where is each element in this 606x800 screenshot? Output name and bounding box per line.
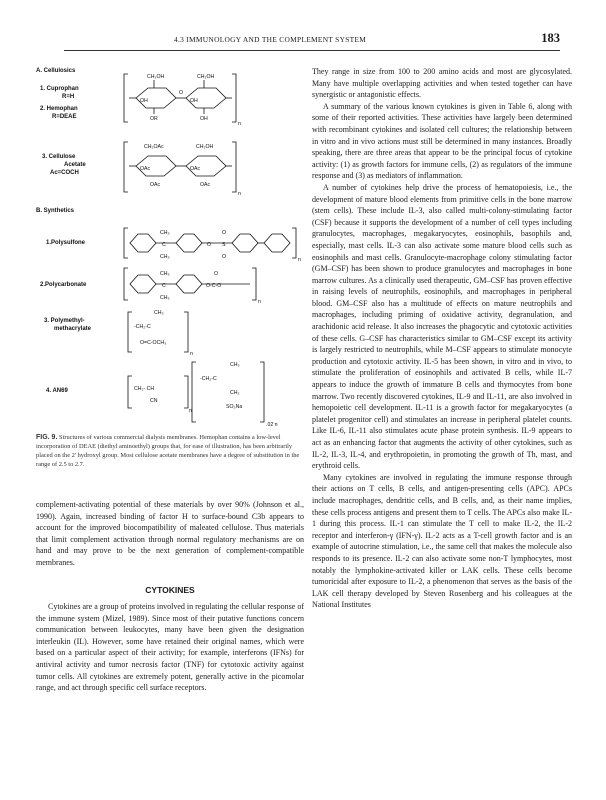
cuprophan-label: 1. Cuprophan (40, 86, 79, 92)
svg-text:CH₃: CH₃ (160, 254, 170, 260)
svg-text:C: C (162, 242, 166, 248)
polycarbonate-label: 2.Polycarbonate (40, 282, 87, 288)
section-title: CYTOKINES (145, 585, 195, 595)
svg-text:OH: OH (140, 98, 148, 104)
left-column-body (36, 499, 304, 569)
right-paragraph-2: A summary of the various known cytokines is given in Table 6, along with some of their reported activities. These activities have largely been determined with recombinant cytokines and isolated cell cultures; the relationship between in vitro and in vivo actions must still be determined in many instances. Broadly speaking, there are three areas that appear to be the principal focus of cytokine activity: (1) as growth factors for immune cells, (2) as regulators of the immune response and (3) as mediators of inflammation. (312, 101, 572, 181)
svg-text:SO₃Na: SO₃Na (226, 404, 243, 410)
svg-text:n: n (258, 299, 261, 305)
svg-text:CH₂- CH: CH₂- CH (134, 386, 155, 392)
svg-text:CH₃: CH₃ (154, 310, 164, 316)
svg-text:CH₃: CH₃ (160, 230, 170, 236)
polysulfone-label: 1.Polysulfone (46, 240, 86, 246)
svg-text:O: O (222, 230, 227, 236)
left-paragraph-1: complement-activating potential of these materials by over 90% (Johnson et al., 1990). Again, increased binding of factor H to surface-bound C3b appears to account for the improved biocompatibility of maleated cellulose. Thus materials that limit complement activation through normal regulatory mechanisms are on hand and may prove to be the next generation of complement-compatible membranes. (36, 500, 304, 567)
svg-text:CH₂OH: CH₂OH (196, 144, 214, 150)
svg-text:n: n (298, 257, 301, 263)
svg-text:n: n (190, 351, 193, 357)
svg-text:CH₂: CH₂ (230, 390, 240, 396)
right-paragraph-3: A number of cytokines help drive the process of hematopoiesis, i.e., the development of mature blood elements from primitive cells in the bone marrow (stem cells). These include IL-3, also called multi-colony-stimulating factor (CSF) because it supports the development of a number of cell types including granulocytes, macrophages, megakaryocytes, eosinophils, basophils and, especially, mast cells. IL-3 can also activate some mature blood cells such as eosinophils and mast cells. Granulocyte-macrophage colony stimulating factor (GM–CSF) has been shown to produce granulocytes and macrophages in bone marrow cultures. As a clinically used therapeutic, GM–CSF has proven effective in raising levels of neutrophils, eosinophils, and macrophages in peripheral blood. GM–CSF also has a multitude of effects on mature neutrophils and macrophages, including priming of oxidative activity, degranulation, and arachidonic acid release. It also increases the phagocytic and cytotoxic activities of these cells. G–CSF has characteristics similar to GM–CSF except its activity is largely restricted to neutrophils, while M–CSF appears to stimulate monocyte production and cytotoxic activity. IL-5 has been shown, in vitro and in vivo, to stimulate the proliferation of eosinophils and activated B cells, while IL-7 appears to induce the growth of immature B cells and thymocytes from bone marrow. Two recently discovered cytokines, IL-9 and IL-11, are also involved in hemopoietic cell development. IL-11 is a growth factor for megakaryocytes (a platelet progenitor cell) and stimulates an increase in peripheral platelet counts. Like IL-6, IL-11 also stimulates acute phase protein synthesis. IL-9 appears to act as an enhancing factor that augments the activity of other cytokines, such as IL-2, IL-3, IL-4, and erythropoietin, in promoting the growth of Th, mast, and erythroid cells. (312, 182, 572, 471)
figure-caption (36, 434, 304, 470)
svg-text:CH₃: CH₃ (160, 271, 170, 277)
svg-text:n: n (238, 121, 241, 127)
right-paragraph-4: Many cytokines are involved in regulating the immune response through their actions on T cells, B cells, and antigen-presenting cells (APC). APCs include macrophages, dendritic cells, and B cells, and, as their name implies, these cells process antigens and present them to T cells. The APCs also make IL-1 during this process. IL-1 can stimulate the T cell to make IL-2, the IL-2 receptor and interferon-γ (IFN-γ). IL-2 acts as a T-cell growth factor and is an example of autocrine stimulation, i.e., the same cell that makes the molecule also responds to its presence. IL-2 can also activate some non-T lymphocytes, most notably the lymphokine-activated killer or LAK cells. These cells become tumoricidal after exposure to IL-2, a phenomenon that serves as the basis of the LAK cell therapy developed by Steven Rosenberg and his colleagues at the National Institutes (312, 472, 572, 610)
svg-text:CH₂OH: CH₂OH (147, 74, 165, 80)
page-number: 183 (541, 31, 560, 45)
svg-text:CH₂OAc: CH₂OAc (144, 144, 164, 150)
polycarbonate-structure (124, 268, 256, 300)
svg-text:O: O (222, 254, 227, 260)
pmma-atom-labels (134, 310, 193, 357)
hemophan-label: 2. Hemophan (40, 106, 78, 112)
svg-text:O-C-O: O-C-O (206, 283, 222, 289)
an69-structure (128, 362, 264, 422)
polycarbonate-atom-labels (160, 271, 261, 305)
pmma-label-2: methacrylate (54, 326, 92, 332)
svg-text:S: S (222, 242, 226, 248)
svg-text:n: n (189, 408, 192, 414)
svg-text:-CH₂-C: -CH₂-C (134, 324, 151, 330)
pmma-label: 3. Polymethyl- (44, 318, 85, 324)
svg-text:OR: OR (150, 116, 158, 122)
svg-text:OH: OH (190, 98, 198, 104)
svg-text:O: O (207, 242, 212, 248)
svg-text:CH₃: CH₃ (160, 295, 170, 301)
acetate-atom-labels (140, 144, 241, 197)
figure-caption-text: Structures of various commercial dialysis membranes. Hemophan contains a low-level incorporation of DEAE (diethyl aminoethyl) groups that, for ease of illustration, has been arbitrarily placed on the 2' hydroxyl group. Most cellulose acetate membranes have a degree of substitution in the range of 2.5 to 2.7. (36, 434, 300, 468)
svg-text:OH: OH (200, 116, 208, 122)
hemophan-r-label: R=DEAE (52, 114, 77, 120)
left-paragraph-2: Cytokines are a group of proteins involved in regulating the cellular response of the immune system (Mizel, 1989). Since most of their putative functions concern communication between leukocytes, many have been given the designation interleukin (IL). However, some have retained their original names, which were based on a particular aspect of their activity; for example, interferons (IFNs) for antiviral activity and tumor necrosis factor (TNF) for cytotoxic activity against tumor cells. All cytokines are extremely potent, generally active in the picomolar range, and act through specific cell surface receptors. (36, 602, 304, 693)
running-title: 4.3 IMMUNOLOGY AND THE COMPLEMENT SYSTEM (174, 35, 367, 44)
svg-text:n: n (238, 191, 241, 197)
svg-text:.02 n: .02 n (266, 422, 278, 428)
svg-text:O: O (214, 271, 219, 277)
svg-text:CH₂OH: CH₂OH (197, 74, 215, 80)
group-a-label: A. Cellulosics (36, 68, 76, 74)
figure-caption-label: FIG. 9. (36, 434, 58, 441)
left-column-body-2 (36, 601, 304, 694)
cellulose-acetate-label: 3. Cellulose (42, 154, 76, 160)
cuprophan-r-label: R=H (62, 94, 75, 100)
svg-text:CH₃: CH₃ (230, 362, 240, 368)
cellulose-acetate-label-2: Acetate (64, 162, 86, 168)
cellulose-acetate-r-label: Ac=COCH (50, 170, 79, 176)
cellulose-atom-labels (140, 74, 241, 127)
svg-text:OAc: OAc (140, 166, 151, 172)
svg-text:OAc: OAc (150, 182, 161, 188)
svg-text:O: O (179, 90, 184, 96)
an69-label: 4. AN69 (46, 388, 68, 394)
right-paragraph-1: They range in size from 100 to 200 amino acids and most are glycosylated. Many have multiple overlapping activities and when tested together can have synergistic or antagonistic effects. (312, 67, 572, 100)
polysulfone-atom-labels (160, 230, 301, 263)
right-column-body (312, 66, 572, 611)
membrane-structures-figure (36, 62, 301, 434)
svg-text:-CH₂-C: -CH₂-C (200, 376, 217, 382)
svg-text:CN: CN (150, 398, 158, 404)
an69-atom-labels (134, 362, 278, 428)
svg-text:O=C-OCH₃: O=C-OCH₃ (140, 340, 167, 346)
group-b-label: B. Synthetics (36, 208, 75, 214)
svg-text:C: C (162, 283, 166, 289)
pmma-structure (128, 312, 188, 352)
svg-text:OAc: OAc (200, 182, 211, 188)
svg-text:OAc: OAc (190, 166, 201, 172)
running-head (64, 31, 560, 51)
